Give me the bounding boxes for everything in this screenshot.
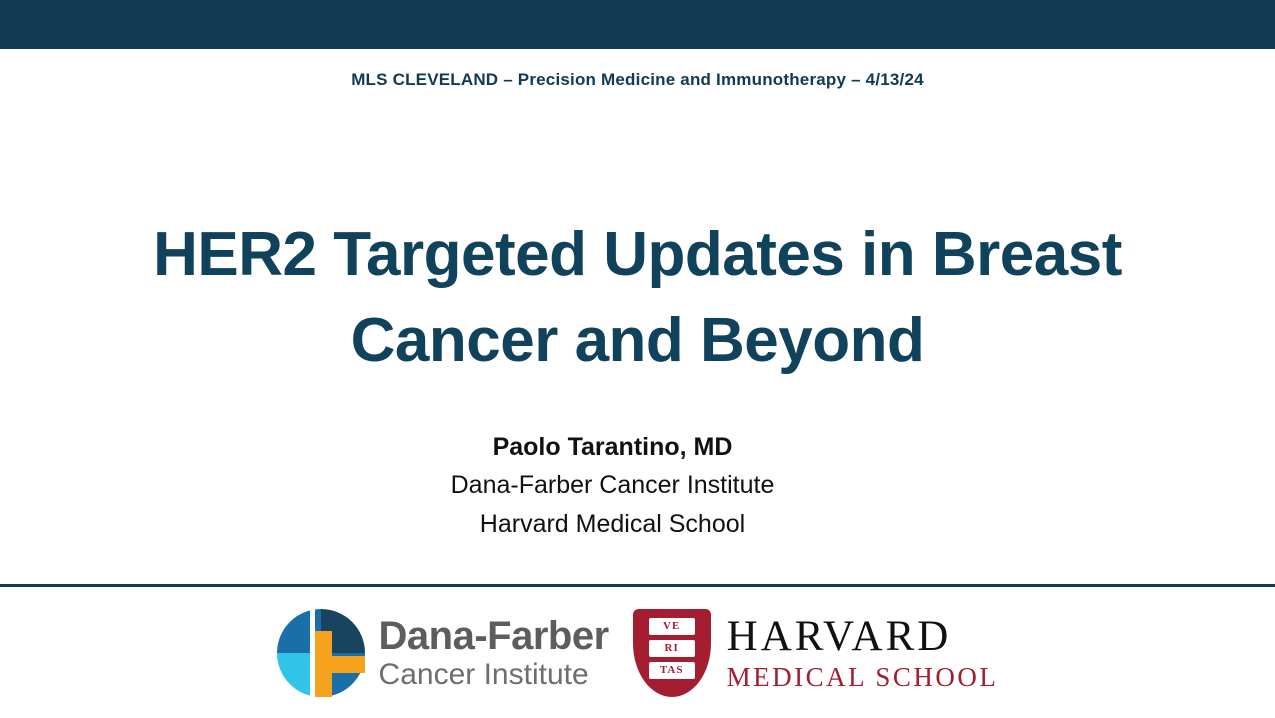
presenter-block <box>0 430 1225 545</box>
dana-farber-name: Dana-Farber <box>378 613 609 658</box>
slide-top-bar <box>0 0 1275 49</box>
dana-farber-logo-icon <box>277 609 365 697</box>
presenter-affiliation-secondary: Harvard Medical School <box>479 510 746 538</box>
harvard-logo <box>633 609 999 697</box>
harvard-name: HARVARD <box>726 612 952 660</box>
harvard-shield-word-2: RI <box>649 640 695 657</box>
presenter-name: Paolo Tarantino, MD <box>492 433 733 461</box>
slide-eyebrow-text: MLS CLEVELAND – Precision Medicine and Immunotherapy – 4/13/24 <box>351 70 924 89</box>
harvard-shield-icon <box>633 609 711 697</box>
presenter-affiliation-primary: Dana-Farber Cancer Institute <box>450 470 775 499</box>
dana-farber-logo <box>277 609 609 697</box>
slide-title: HER2 Targeted Updates in Breast Cancer and Beyond <box>153 220 1122 375</box>
dana-farber-subtitle: Cancer Institute <box>378 657 589 691</box>
harvard-shield-word-1: VE <box>649 618 695 635</box>
harvard-shield-word-3: TAS <box>649 662 695 679</box>
harvard-subtitle: MEDICAL SCHOOL <box>726 661 999 692</box>
slide-footer <box>0 587 1275 718</box>
dana-farber-wordmark <box>378 613 609 691</box>
harvard-wordmark <box>726 612 999 692</box>
